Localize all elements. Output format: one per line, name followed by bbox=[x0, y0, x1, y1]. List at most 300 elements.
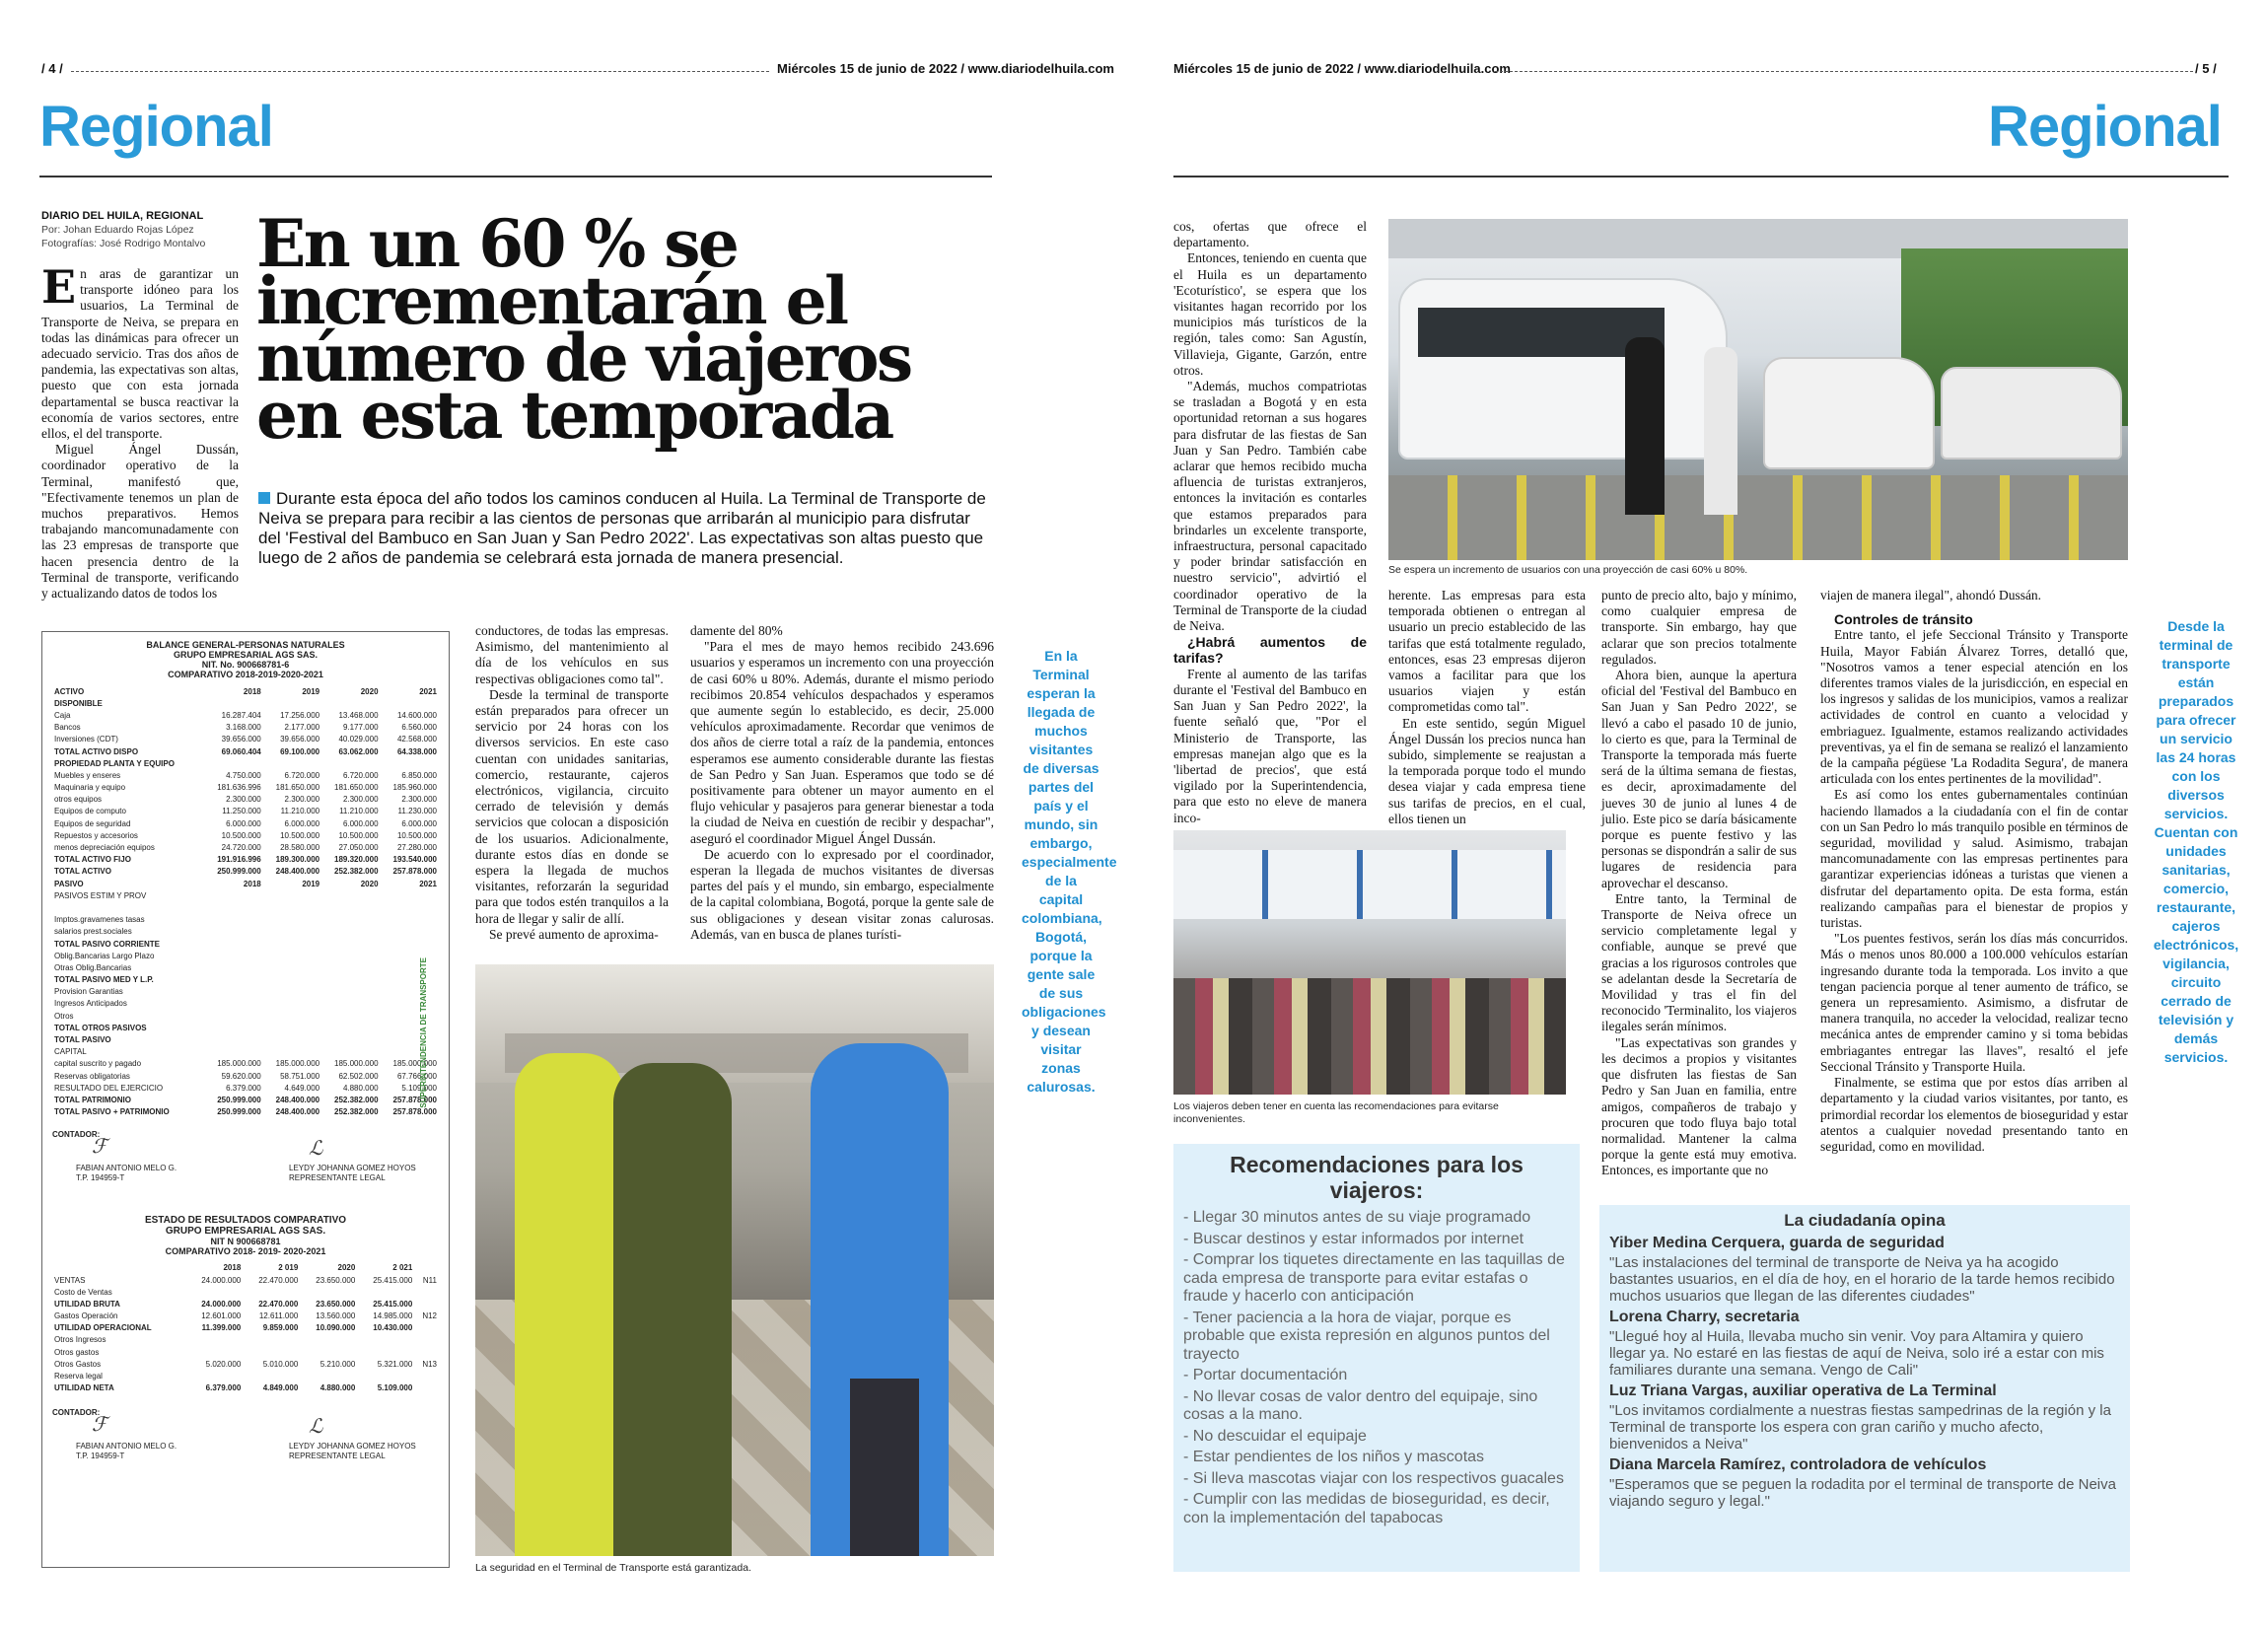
results-cell: 4.849.000 bbox=[262, 1383, 299, 1393]
balance-cell bbox=[263, 961, 321, 973]
balance-cell: 11.210.000 bbox=[339, 807, 379, 816]
results-row bbox=[52, 1286, 439, 1298]
balance-row-label: Reservas obligatorias bbox=[54, 1071, 130, 1081]
results-row bbox=[52, 1298, 439, 1310]
results-row-label: Otros Ingresos bbox=[54, 1335, 106, 1345]
balance-cell bbox=[321, 986, 380, 998]
balance-row-label: salarios prest.sociales bbox=[54, 927, 132, 937]
balance-cell bbox=[204, 938, 262, 950]
balance-title-3: NIT. No. 900668781-6 bbox=[201, 660, 290, 670]
balance-row-label: otros equipos bbox=[54, 795, 103, 805]
balance-cell: 40.029.000 bbox=[338, 735, 379, 744]
photo-officer-1 bbox=[515, 1053, 623, 1556]
article-column-1 bbox=[41, 260, 239, 602]
results-cell: 6.379.000 bbox=[205, 1383, 242, 1393]
photo-person-2 bbox=[1704, 347, 1737, 515]
balance-cell: 252.382.000 bbox=[334, 867, 379, 877]
balance-row bbox=[52, 734, 439, 745]
balance-cell bbox=[204, 914, 262, 926]
balance-cell bbox=[204, 1046, 262, 1058]
balance-cell: 59.620.000 bbox=[221, 1071, 261, 1081]
rcol2-paragraph-1: herente. Las empresas para esta temporada obtienen o entregan al usuario un precio establecido de las tarifas que está totalmente regulado, entonces, esas 23 empresas dijeron vamos a facilitar para que los usuarios viajen y están comprometidas como tal". bbox=[1388, 588, 1586, 715]
recommendations-list bbox=[1183, 1209, 1570, 1527]
terminal-vans-caption: Se espera un incremento de usuarios con una proyección de casi 60% u 80%. bbox=[1388, 564, 1748, 576]
balance-cell: 248.400.000 bbox=[275, 1095, 320, 1104]
balance-row bbox=[52, 745, 439, 757]
balance-cell: 6.720.000 bbox=[284, 770, 320, 780]
results-cell: 9.859.000 bbox=[262, 1323, 299, 1333]
balance-cell: 10.500.000 bbox=[221, 830, 261, 840]
results-cell: N11 bbox=[422, 1275, 437, 1285]
recommendation-item: - Comprar los tiquetes directamente en las taquillas de cada empresa de transporte para evitar estafas o fraude y hacerlo con anticipación bbox=[1183, 1251, 1565, 1305]
results-signer-label: CONTADOR: bbox=[52, 1407, 101, 1417]
rcol4-paragraph-3: Es así como los entes gubernamentales continúan haciendo llamados a la ciudadanía con el fin de contar con un San Pedro lo más tranquilo posible en términos de seguridad, movilidad y salud. Asimismo, trabajan mancomunadamente con las empresas pertinentes para garantizar experiencias idóneas a turistas que vienen a disfrutar del departamento opita. De esta forma, están realizando campañas para el bienestar de propios y turistas. bbox=[1820, 787, 2128, 931]
byline-photos: Fotografías: José Rodrigo Montalvo bbox=[41, 238, 206, 249]
photo-traveler-legs bbox=[850, 1379, 919, 1556]
balance-row bbox=[52, 1033, 439, 1045]
results-cell bbox=[185, 1370, 243, 1381]
results-title-4: COMPARATIVO 2018- 2019- 2020-2021 bbox=[165, 1245, 326, 1256]
balance-cell bbox=[381, 757, 439, 769]
balance-cell: 252.382.000 bbox=[334, 1107, 379, 1117]
balance-header-cell: 2021 bbox=[419, 686, 437, 696]
balance-cell bbox=[321, 1046, 380, 1058]
balance-cell: 2.177.000 bbox=[284, 723, 320, 733]
balance-cell: 13.468.000 bbox=[338, 710, 379, 720]
balance-row-label: RESULTADO DEL EJERCICIO bbox=[54, 1083, 164, 1093]
balance-cell: 250.999.000 bbox=[217, 1107, 261, 1117]
results-row-label: UTILIDAD OPERACIONAL bbox=[54, 1323, 152, 1333]
balance-cell bbox=[321, 1033, 380, 1045]
balance-cell: 42.568.000 bbox=[396, 735, 437, 744]
balance-cell: 62.502.000 bbox=[338, 1071, 379, 1081]
balance-cell: 2018 bbox=[243, 879, 261, 888]
balance-cell: 181.650.000 bbox=[275, 783, 320, 793]
rcol2-paragraph-2: En este sentido, según Miguel Ángel Dussán los precios nunca han subido, simplemente se reajustan a la temporada porque todo el mundo desea viajar y cada empresa tiene sus tarifas de precios, en el cual, ellos tienen un bbox=[1388, 715, 1586, 826]
right-column-4 bbox=[1820, 588, 2128, 1155]
balance-row bbox=[52, 841, 439, 853]
rcol1-subhead: ¿Habrá aumentos de tarifas? bbox=[1173, 634, 1367, 667]
balance-cell: 3.168.000 bbox=[226, 723, 261, 733]
balance-row-label: Otros bbox=[54, 1011, 74, 1021]
balance-cell: 4.880.000 bbox=[342, 1083, 379, 1093]
results-cell: 11.399.000 bbox=[201, 1323, 242, 1333]
balance-cell bbox=[321, 889, 380, 901]
balance-cell bbox=[204, 901, 262, 913]
col3-paragraph-3: De acuerdo con lo expresado por el coordinador, esperan la llegada de muchos visitantes de diversas partes del país y el mundo, sin embargo, especialmente de la capital colombiana, Bogotá, porque la gente sale de sus obligaciones y desean visitar zonas calurosas. Además, van en busca de planes turísti- bbox=[690, 846, 994, 942]
balance-cell: 24.720.000 bbox=[221, 843, 261, 853]
balance-row-label: Caja bbox=[54, 710, 71, 720]
balance-header-cell: 2020 bbox=[360, 686, 379, 696]
balance-row-label: Maquinaria y equipo bbox=[54, 783, 126, 793]
balance-signer-right-role: REPRESENTANTE LEGAL bbox=[289, 1172, 386, 1182]
results-cell bbox=[414, 1334, 439, 1346]
balance-row bbox=[52, 782, 439, 794]
citizen-quote: "Los invitamos cordialmente a nuestras fiestas sampedrinas de la región y la Terminal de transporte los espera con gran cariño y mucho afecto, bienvenidos a Neiva" bbox=[1609, 1402, 2111, 1452]
balance-cell bbox=[381, 938, 439, 950]
article-column-3 bbox=[690, 623, 994, 943]
col2-paragraph-3: Se prevé aumento de aproxima- bbox=[489, 926, 659, 942]
balance-row bbox=[52, 866, 439, 878]
balance-row bbox=[52, 806, 439, 817]
balance-row bbox=[52, 854, 439, 866]
results-row bbox=[52, 1274, 439, 1286]
balance-row bbox=[52, 926, 439, 938]
results-cell bbox=[357, 1334, 414, 1346]
balance-cell: 2.300.000 bbox=[284, 795, 320, 805]
balance-title-4: COMPARATIVO 2018-2019-2020-2021 bbox=[168, 670, 323, 679]
balance-cell: 27.050.000 bbox=[338, 843, 379, 853]
balance-row-label: capital suscrito y pagado bbox=[54, 1059, 142, 1069]
balance-cell bbox=[263, 1022, 321, 1033]
results-cell: 23.650.000 bbox=[316, 1275, 356, 1285]
balance-header-cell: 2018 bbox=[243, 686, 261, 696]
byline bbox=[41, 209, 248, 250]
balance-cell: 6.000.000 bbox=[401, 818, 437, 828]
byline-org: DIARIO DEL HUILA, REGIONAL bbox=[41, 210, 204, 222]
citizen-name: Diana Marcela Ramírez, controladora de vehículos bbox=[1609, 1456, 1987, 1473]
balance-cell: 14.600.000 bbox=[396, 710, 437, 720]
results-cell: 25.415.000 bbox=[373, 1275, 413, 1285]
results-cell bbox=[300, 1286, 357, 1298]
balance-cell: 185.960.000 bbox=[392, 783, 437, 793]
results-header-cell bbox=[52, 1262, 185, 1274]
results-cell bbox=[185, 1286, 243, 1298]
col3-paragraph-1: damente del 80% bbox=[690, 623, 783, 638]
balance-row bbox=[52, 1070, 439, 1082]
header-divider-right bbox=[1495, 71, 2193, 72]
balance-cell: 64.338.000 bbox=[396, 746, 437, 756]
results-cell: 23.650.000 bbox=[316, 1299, 356, 1309]
balance-cell: 250.999.000 bbox=[217, 867, 261, 877]
balance-row-label: TOTAL PASIVO CORRIENTE bbox=[54, 939, 160, 949]
balance-cell bbox=[204, 998, 262, 1010]
balance-row bbox=[52, 1046, 439, 1058]
balance-cell bbox=[263, 1010, 321, 1022]
photo-pavement bbox=[1388, 475, 2128, 560]
balance-header-cell: ACTIVO bbox=[54, 686, 85, 696]
results-row-label: Reserva legal bbox=[54, 1372, 103, 1381]
balance-row-label: TOTAL ACTIVO FIJO bbox=[54, 855, 131, 865]
balance-cell bbox=[381, 974, 439, 986]
balance-cell bbox=[204, 986, 262, 998]
balance-row bbox=[52, 1010, 439, 1022]
balance-cell: 10.500.000 bbox=[280, 830, 320, 840]
dateline-right: Miércoles 15 de junio de 2022 / www.diariodelhuila.com bbox=[1173, 61, 1511, 76]
financial-statement bbox=[41, 631, 450, 1568]
balance-row bbox=[52, 938, 439, 950]
results-cell bbox=[243, 1370, 300, 1381]
balance-row bbox=[52, 829, 439, 841]
results-row-label: Otros gastos bbox=[54, 1347, 100, 1357]
rcol4-subhead: Controles de tránsito bbox=[1834, 611, 1973, 628]
balance-cell: 189.320.000 bbox=[334, 855, 379, 865]
results-cell: N13 bbox=[422, 1359, 437, 1369]
balance-row-label bbox=[52, 901, 204, 913]
pull-quote-right: Desde la terminal de transporte están preparados para ofrecer un servicio las 24 horas con los diversos servicios. Cuentan con unidades sanitarias, comercio, restaurante, cajeros electrónicos, vigilancia, circuito cerrado de televisión y demás servicios. bbox=[2153, 618, 2239, 1065]
results-cell bbox=[243, 1334, 300, 1346]
ticket-windows-caption: Los viajeros deben tener en cuenta las recomendaciones para evitarse inconvenientes. bbox=[1173, 1100, 1499, 1125]
recommendation-item: - Tener paciencia a la hora de viajar, porque es probable que exista represión en algunos puntos del trayecto bbox=[1183, 1309, 1550, 1363]
photo-ticket-booths bbox=[1173, 850, 1566, 919]
results-cell: 4.880.000 bbox=[319, 1383, 356, 1393]
page-number-left: / 4 / bbox=[41, 61, 63, 76]
security-photo-caption: La seguridad en el Terminal de Transporte está garantizada. bbox=[475, 1562, 751, 1574]
results-cell bbox=[185, 1334, 243, 1346]
balance-row-label: Bancos bbox=[54, 723, 81, 733]
balance-cell bbox=[321, 901, 380, 913]
results-cell: 5.321.000 bbox=[377, 1359, 413, 1369]
balance-cell bbox=[263, 998, 321, 1010]
balance-signer-left: FABIAN ANTONIO MELO G. bbox=[76, 1163, 177, 1172]
balance-row-label: PROPIEDAD PLANTA Y EQUIPO bbox=[54, 758, 175, 768]
balance-row-label: PASIVO bbox=[54, 879, 84, 888]
balance-row-label: Equipos de seguridad bbox=[54, 818, 131, 828]
results-row bbox=[52, 1334, 439, 1346]
results-header-cell: 2 021 bbox=[392, 1263, 413, 1273]
balance-cell: 248.400.000 bbox=[275, 867, 320, 877]
rcol3-paragraph-1: punto de precio alto, bajo y mínimo, como cualquier empresa de transporte. Sin embargo, hay que aclarar que son precios totalmente regulados. bbox=[1601, 588, 1797, 667]
balance-row bbox=[52, 950, 439, 961]
results-cell: N12 bbox=[422, 1311, 437, 1321]
balance-cell: 185.000.000 bbox=[217, 1059, 261, 1069]
balance-row bbox=[52, 878, 439, 889]
balance-row bbox=[52, 1082, 439, 1094]
balance-cell: 257.878.000 bbox=[392, 1107, 437, 1117]
col2-paragraph-1: conductores, de todas las empresas. Asimismo, del mantenimiento al día de los vehículos en sus respectivas obligaciones como tal". bbox=[475, 623, 669, 686]
balance-cell bbox=[204, 1033, 262, 1045]
results-title-3: NIT N 900668781 bbox=[210, 1236, 281, 1246]
section-title-right: Regional bbox=[1988, 95, 2222, 159]
results-cell bbox=[185, 1346, 243, 1358]
balance-cell bbox=[263, 757, 321, 769]
photo-officer-2 bbox=[613, 1063, 732, 1556]
section-rule-right bbox=[1173, 176, 2229, 177]
balance-cell bbox=[263, 697, 321, 709]
citizen-name: Lorena Charry, secretaria bbox=[1609, 1309, 1800, 1325]
security-photo bbox=[475, 964, 994, 1556]
results-cell bbox=[357, 1286, 414, 1298]
citizens-title: La ciudadanía opina bbox=[1784, 1211, 1946, 1230]
drop-cap: E bbox=[41, 260, 77, 314]
results-cell: 5.020.000 bbox=[205, 1359, 242, 1369]
balance-cell: 181.636.996 bbox=[217, 783, 261, 793]
balance-cell: 191.916.996 bbox=[217, 855, 261, 865]
recommendation-item: - Llegar 30 minutos antes de su viaje programado bbox=[1183, 1209, 1531, 1226]
recommendation-item: - Estar pendientes de los niños y mascotas bbox=[1183, 1449, 1485, 1465]
citizen-quote: "Esperamos que se peguen la rodadita por el terminal de transporte de Neiva viajando seguro y legal." bbox=[1609, 1476, 2116, 1510]
balance-cell bbox=[321, 974, 380, 986]
results-cell bbox=[414, 1286, 439, 1298]
balance-cell bbox=[381, 1046, 439, 1058]
citizens-list bbox=[1609, 1235, 2120, 1510]
balance-cell: 16.287.404 bbox=[221, 710, 261, 720]
balance-cell: 4.649.000 bbox=[284, 1083, 320, 1093]
results-signer-left: FABIAN ANTONIO MELO G. bbox=[76, 1441, 177, 1451]
results-table bbox=[52, 1262, 439, 1394]
results-row-label: UTILIDAD NETA bbox=[54, 1383, 114, 1393]
citizen-name: Luz Triana Vargas, auxiliar operativa de La Terminal bbox=[1609, 1382, 1997, 1399]
results-cell: 24.000.000 bbox=[201, 1275, 242, 1285]
balance-cell bbox=[381, 697, 439, 709]
results-signature-left-icon: ℱ bbox=[92, 1411, 107, 1436]
balance-row-label: TOTAL PATRIMONIO bbox=[54, 1095, 131, 1104]
rcol1-paragraph-4: Frente al aumento de las tarifas durante el 'Festival del Bambuco en San Juan y San Pedro 2022', la fuente señaló que, "Por el Ministerio de Transporte, las empresas manejan algo que es la 'libertad de precios', que está vigilado por la Superintendencia, para que esto no eleve de manera inco- bbox=[1173, 666, 1367, 825]
header-divider-left bbox=[71, 71, 769, 72]
recommendation-item: - No descuidar el equipaje bbox=[1183, 1427, 1367, 1445]
balance-cell: 6.720.000 bbox=[342, 770, 379, 780]
balance-cell: 63.062.000 bbox=[338, 746, 379, 756]
balance-row-label: TOTAL PASIVO bbox=[54, 1035, 111, 1045]
rcol4-paragraph-5: Finalmente, se estima que por estos días arriben al departamento y la ciudad varios visitantes, por tanto, es primordial recordar los elementos de bioseguridad y estar atentos a cualquier novedad presentando tanto en seguridad, como en movilidad. bbox=[1820, 1075, 2128, 1154]
balance-row bbox=[52, 889, 439, 901]
balance-cell bbox=[381, 1010, 439, 1022]
balance-cell: 11.250.000 bbox=[222, 807, 261, 816]
balance-cell: 250.999.000 bbox=[217, 1095, 261, 1104]
page-number-right: / 5 / bbox=[2195, 61, 2217, 76]
balance-header-cell: 2019 bbox=[302, 686, 320, 696]
results-cell: 10.430.000 bbox=[373, 1323, 413, 1333]
balance-cell bbox=[204, 889, 262, 901]
results-row bbox=[52, 1322, 439, 1334]
balance-cell bbox=[321, 926, 380, 938]
balance-cell: 2.300.000 bbox=[342, 795, 379, 805]
balance-cell bbox=[321, 697, 380, 709]
balance-cell bbox=[263, 889, 321, 901]
lead-square-icon bbox=[258, 492, 270, 504]
rcol4-paragraph-4: "Los puentes festivos, serán los días más concurridos. Más o menos unos 80.000 a 100.000 vehículos estarían ingresando durante toda la temporada. Los invito a que tengan paciencia porque al tener aumento de tráfico, se genera un represamiento. Asimismo, a disfrutar de manera tranquila, no acceder la velocidad, realizar tecno mecánica antes de emprender camino y si toma bebidas embriagantes entregar las llaves", resaltó el jefe Seccional Tránsito y Transporte Huila. bbox=[1820, 931, 2128, 1074]
balance-cell bbox=[321, 1022, 380, 1033]
balance-cell: 28.580.000 bbox=[280, 843, 320, 853]
balance-cell bbox=[263, 986, 321, 998]
results-row-label: Costo de Ventas bbox=[54, 1287, 112, 1297]
balance-signer-label: CONTADOR: bbox=[52, 1129, 101, 1139]
results-cell: 25.415.000 bbox=[373, 1299, 413, 1309]
balance-cell bbox=[204, 950, 262, 961]
results-cell: 24.000.000 bbox=[201, 1299, 242, 1309]
balance-cell: 69.060.404 bbox=[221, 746, 261, 756]
headline: En un 60 % se incrementarán el número de viajeros en esta temporada bbox=[256, 205, 911, 454]
recommendation-item: - Buscar destinos y estar informados por internet bbox=[1183, 1230, 1524, 1247]
right-column-1 bbox=[1173, 219, 1367, 826]
recommendation-item: - Cumplir con las medidas de bioseguridad, es decir, con la implementación del tapabocas bbox=[1183, 1491, 1550, 1526]
results-cell: 5.210.000 bbox=[319, 1359, 356, 1369]
results-header-cell: 2020 bbox=[337, 1263, 356, 1273]
balance-cell bbox=[321, 938, 380, 950]
results-header-cell: 2 019 bbox=[278, 1263, 299, 1273]
balance-table bbox=[52, 685, 439, 1118]
results-cell bbox=[414, 1298, 439, 1310]
results-cell: 12.611.000 bbox=[258, 1311, 299, 1321]
balance-cell bbox=[263, 974, 321, 986]
results-cell: 12.601.000 bbox=[201, 1311, 242, 1321]
balance-cell: 69.100.000 bbox=[280, 746, 320, 756]
balance-cell: 6.850.000 bbox=[401, 770, 437, 780]
results-signature-right-icon: ℒ bbox=[309, 1413, 323, 1438]
photo-crowd bbox=[1173, 978, 1566, 1095]
results-cell bbox=[243, 1346, 300, 1358]
balance-cell bbox=[381, 914, 439, 926]
balance-cell: 2020 bbox=[360, 879, 379, 888]
right-column-2 bbox=[1388, 588, 1586, 827]
balance-cell bbox=[321, 914, 380, 926]
balance-cell bbox=[263, 1033, 321, 1045]
results-cell bbox=[414, 1346, 439, 1358]
recommendations-box bbox=[1173, 1144, 1580, 1572]
photo-van-1 bbox=[1398, 278, 1728, 460]
lead-paragraph bbox=[258, 489, 988, 568]
balance-cell bbox=[381, 901, 439, 913]
balance-cell bbox=[381, 998, 439, 1010]
balance-cell bbox=[263, 926, 321, 938]
results-row-label: Otros Gastos bbox=[54, 1359, 102, 1369]
balance-cell bbox=[321, 757, 380, 769]
balance-cell bbox=[321, 950, 380, 961]
balance-cell bbox=[381, 1022, 439, 1033]
balance-cell: 185.000.000 bbox=[392, 1059, 437, 1069]
results-row bbox=[52, 1310, 439, 1322]
balance-row bbox=[52, 757, 439, 769]
balance-cell bbox=[263, 938, 321, 950]
balance-row bbox=[52, 1058, 439, 1070]
right-column-3 bbox=[1601, 588, 1797, 1179]
balance-row bbox=[52, 794, 439, 806]
results-header-cell bbox=[414, 1262, 439, 1274]
rcol1-paragraph-3: "Además, muchos compatriotas se trasladan a Bogotá y en esta oportunidad retornan a sus hogares para disfrutar de las fiestas de San Juan y San Pedro. También cabe aclarar que hemos recibido mucha afluencia de turistas extranjeros, entonces la invitación es contarles que estamos preparados para brindarles un excelente transporte, infraestructura, personal capacitado y poder brindar satisfacción en nuestro servicio", advirtió el coordinador operativo de la Terminal de Transporte de la ciudad de Neiva. bbox=[1173, 379, 1367, 634]
balance-cell bbox=[381, 961, 439, 973]
citizen-quote: "Las instalaciones del terminal de transporte de Neiva ya ha acogido bastantes usuarios, en el día de hoy, en el horario de la tarde hemos recibido muchos usuarios que llegan de las diferentes ciudades" bbox=[1609, 1254, 2115, 1305]
recommendation-item: - Si lleva mascotas viajar con los respectivos guacales bbox=[1183, 1469, 1564, 1487]
results-cell bbox=[300, 1346, 357, 1358]
results-cell: 14.985.000 bbox=[373, 1311, 413, 1321]
results-cell bbox=[414, 1322, 439, 1334]
balance-row bbox=[52, 998, 439, 1010]
balance-cell: 252.382.000 bbox=[334, 1095, 379, 1104]
balance-header-row bbox=[52, 685, 439, 697]
results-row bbox=[52, 1358, 439, 1370]
balance-title-2: GRUPO EMPRESARIAL AGS SAS. bbox=[173, 650, 319, 660]
balance-cell bbox=[263, 901, 321, 913]
balance-cell bbox=[381, 986, 439, 998]
results-signer-right-role: REPRESENTANTE LEGAL bbox=[289, 1451, 386, 1460]
balance-row bbox=[52, 961, 439, 973]
balance-cell bbox=[263, 914, 321, 926]
results-cell: 5.010.000 bbox=[262, 1359, 299, 1369]
ticket-windows-photo bbox=[1173, 830, 1566, 1095]
balance-row-label: TOTAL PASIVO + PATRIMONIO bbox=[54, 1107, 170, 1117]
balance-cell: 9.177.000 bbox=[342, 723, 379, 733]
balance-cell bbox=[263, 950, 321, 961]
balance-cell bbox=[263, 1046, 321, 1058]
results-row bbox=[52, 1382, 439, 1394]
balance-cell: 5.109.000 bbox=[401, 1083, 437, 1093]
results-signer-right: LEYDY JOHANNA GOMEZ HOYOS bbox=[289, 1441, 416, 1451]
balance-row bbox=[52, 722, 439, 734]
results-cell: 10.090.000 bbox=[316, 1323, 356, 1333]
balance-cell bbox=[321, 961, 380, 973]
balance-row bbox=[52, 1094, 439, 1105]
balance-row bbox=[52, 709, 439, 721]
balance-cell bbox=[204, 974, 262, 986]
rcol3-paragraph-4: "Las expectativas son grandes y les decimos a propios y visitantes que disfruten las fiestas de San Pedro y San Juan en familia, entre amigos, compañeros de trabajo y procuren que todo fluya bajo total normalidad. Mantener la calma porque la gente está muy emotiva. Entonces, es importante que no bbox=[1601, 1034, 1797, 1178]
recommendation-item: - No llevar cosas de valor dentro del equipaje, sino cosas a la mano. bbox=[1183, 1387, 1538, 1423]
photo-van-2 bbox=[1763, 357, 1935, 469]
balance-cell: 27.280.000 bbox=[396, 843, 437, 853]
balance-row bbox=[52, 1106, 439, 1118]
balance-cell bbox=[381, 926, 439, 938]
results-signatures bbox=[52, 1408, 439, 1479]
balance-row-label: CAPITAL bbox=[54, 1047, 87, 1057]
